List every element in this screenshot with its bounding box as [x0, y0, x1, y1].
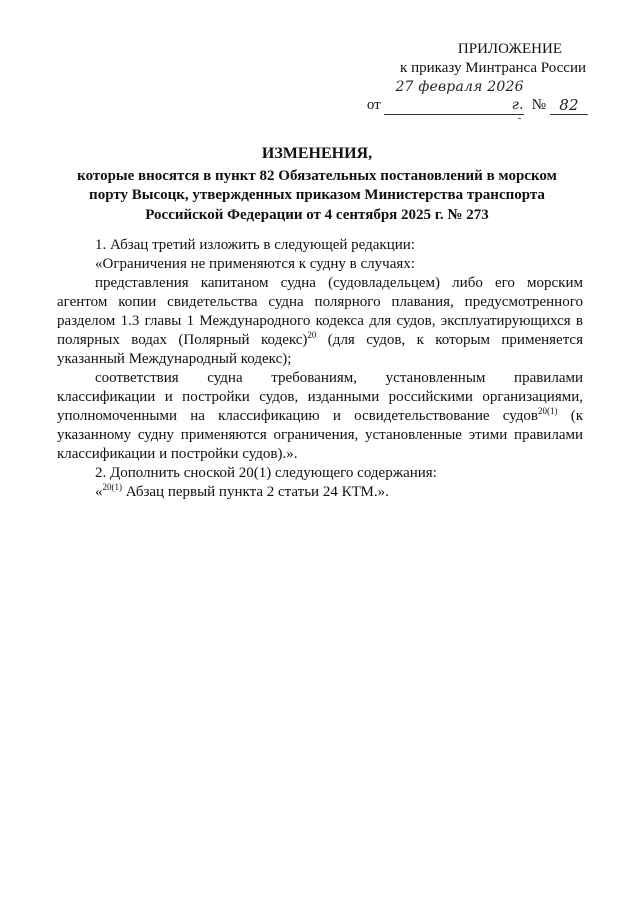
appendix-order: к приказу Минтранса России: [400, 60, 586, 76]
paragraph-3-text: представления капитаном судна (судовладельцем) либо его морским агентом копии свидетельства судна полярного плавания, предусмотренного разделом 1.3 главы 1 Международного кодекса для судов, эксплуатирующихся в полярных водах (Полярный кодекс): [57, 275, 583, 348]
number-label: №: [531, 97, 546, 113]
paragraph-6-text: Абзац первый пункта 2 статьи 24 КТМ.».: [122, 484, 389, 500]
document-heading: [60, 144, 574, 225]
paragraph-5: 2. Дополнить сноской 20(1) следующего содержания:: [95, 465, 437, 481]
appendix-title: ПРИЛОЖЕНИЕ: [457, 41, 562, 57]
scan-speck: [518, 118, 521, 119]
paragraph-4-tail: (к указанному судну применяются ограничения, установленные этими правилами классификации и постройки судов).».: [57, 408, 583, 462]
footnote-mark-20-1: 20(1): [102, 482, 122, 492]
paragraph-4-text: соответствия судна требованиям, установленным правилами классификации и постройки судов, изданными российскими организациями, уполномоченными на классификацию и освидетельствование судов: [57, 370, 583, 424]
footnote-ref-20-1: 20(1): [537, 406, 558, 416]
handwritten-date: 27 февраля 2026 г.: [384, 78, 524, 115]
footnote-ref-20: 20: [307, 330, 317, 340]
paragraph-3-tail: (для судов, к которым применяется указанный Международный кодекс);: [57, 332, 583, 367]
document-body: [57, 236, 583, 502]
paragraph-6: [57, 483, 583, 502]
date-prefix: от: [366, 97, 381, 113]
paragraph-6-open: «: [95, 484, 103, 500]
paragraph-3: [57, 274, 583, 369]
heading-subtitle: которые вносятся в пункт 82 Обязательных постановлений в морском порту Высоцк, утвержденных приказом Министерства транспорта Российской Федерации от 4 сентября 2025 г. № 273: [77, 167, 557, 223]
heading-title: ИЗМЕНЕНИЯ,: [261, 145, 373, 162]
handwritten-number: 82: [550, 96, 588, 115]
appendix-date-line: [367, 78, 588, 115]
paragraph-2: «Ограничения не применяются к судну в случаях:: [95, 256, 415, 272]
paragraph-4: [57, 369, 583, 464]
paragraph-1: 1. Абзац третий изложить в следующей редакции:: [95, 237, 415, 253]
appendix-block: [367, 40, 588, 115]
